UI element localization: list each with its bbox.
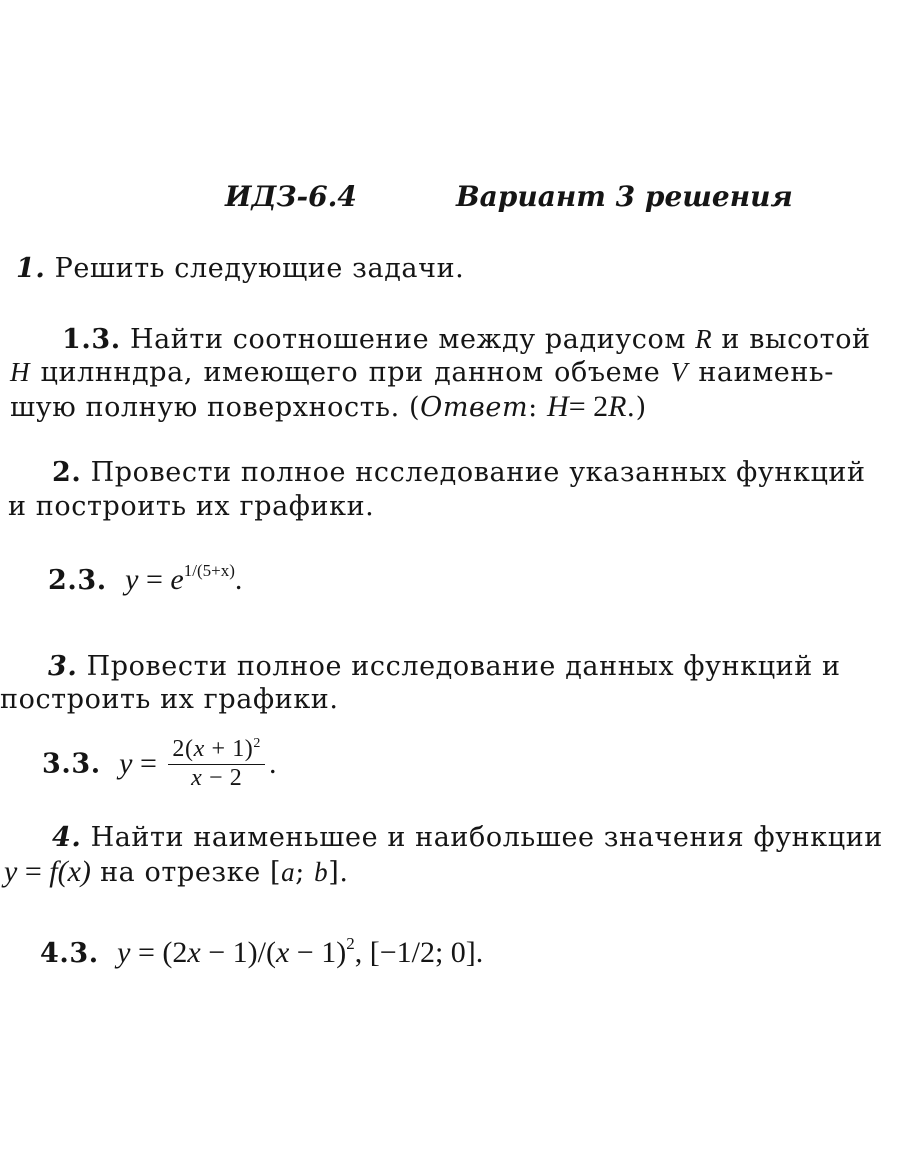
task-4-f: f	[49, 855, 58, 888]
formula-eq: =	[138, 563, 171, 596]
fraction-lhs-y: y	[119, 747, 133, 781]
problem-1-3-line-2	[10, 357, 834, 388]
task-2-number: 2.	[52, 457, 82, 488]
task-4-text-2: на отрезке [	[90, 857, 282, 888]
p43-exp: 2	[346, 934, 355, 953]
task-4-end: ].	[328, 857, 349, 888]
p43-x2: x	[275, 936, 290, 969]
task-1	[16, 253, 464, 284]
p43-interval: , [−1/2; 0].	[354, 936, 484, 969]
task-2-line-2	[8, 491, 374, 522]
task-2-line-1	[52, 457, 866, 488]
task-3-line-2	[0, 684, 339, 715]
num-part-a: 2(	[172, 736, 194, 762]
title-text: ИДЗ-6.4	[225, 180, 357, 213]
problem-3-3	[42, 736, 277, 792]
task-4-text-1: Найти наименьшее и наибольшее значения функции	[90, 822, 883, 853]
answer-eq: = 2	[568, 390, 609, 423]
fraction-numerator	[168, 736, 265, 765]
p43-mid1: − 1)/(	[200, 936, 276, 969]
p43-eq-open: = (2	[130, 936, 188, 969]
num-exponent: 2	[253, 736, 262, 751]
answer-var-r: R	[608, 390, 627, 423]
problem-4-3	[40, 936, 483, 970]
task-4-arg: (x)	[57, 855, 91, 888]
num-part-b: + 1)	[204, 736, 254, 762]
task-3-text-1: Провести полное исследование данных функций и	[86, 651, 841, 682]
problem-1-3-text-d: наимень-	[698, 357, 834, 388]
document-title	[225, 180, 357, 213]
problem-3-3-number: 3.3.	[42, 748, 101, 780]
answer-label: Ответ	[420, 392, 529, 423]
problem-2-3-number: 2.3.	[48, 565, 107, 596]
problem-2-3	[48, 563, 242, 597]
task-4-eq: =	[17, 855, 50, 888]
problem-1-3-number: 1.3.	[62, 324, 121, 355]
fraction	[168, 736, 265, 792]
task-1-number: 1.	[16, 253, 46, 284]
variant-text: Вариант 3 решения	[456, 180, 793, 213]
p43-y: y	[117, 936, 131, 969]
variant-label	[456, 180, 793, 213]
task-4-a: a	[281, 857, 296, 887]
problem-1-3-text-a: Найти соотношение между радиусом	[129, 324, 686, 355]
problem-4-3-formula	[117, 936, 483, 969]
answer-var-h: H	[547, 390, 569, 423]
fraction-eq: =	[132, 747, 165, 781]
den-var-x: x	[191, 764, 203, 791]
variable-h: H	[10, 357, 31, 387]
formula-exponent: 1/(5+x)	[183, 561, 235, 580]
answer-end: .)	[626, 392, 647, 423]
fraction-denominator	[168, 765, 265, 793]
problem-2-3-formula	[125, 563, 242, 596]
task-3-number: 3.	[48, 651, 78, 682]
problem-1-3-text-e: шую полную поверхность. (	[10, 392, 421, 423]
fraction-end: .	[269, 747, 277, 781]
problem-1-3-text-b: и высотой	[721, 324, 871, 355]
problem-1-3-line-1	[62, 324, 871, 355]
task-1-text: Решить следующие задачи.	[54, 253, 465, 284]
answer-colon: :	[528, 392, 538, 423]
p43-x1: x	[187, 936, 201, 969]
task-4-sep: ;	[295, 857, 315, 888]
variable-v: V	[670, 357, 688, 387]
task-4-number: 4.	[52, 822, 82, 853]
problem-4-3-number: 4.3.	[40, 938, 99, 969]
p43-mid2: − 1)	[289, 936, 347, 969]
task-3-line-1	[48, 651, 841, 682]
formula-base-e: e	[170, 563, 184, 596]
task-3-text-2: построить их графики.	[0, 684, 339, 715]
formula-y: y	[125, 563, 139, 596]
formula-end: .	[234, 563, 243, 596]
task-2-text-2: и построить их графики.	[8, 491, 375, 522]
variable-r: R	[695, 324, 713, 354]
problem-1-3-text-c: цилнндра, имеющего при данном объеме	[40, 357, 661, 388]
task-2-text-1: Провести полное нсследование указанных функций	[90, 457, 866, 488]
task-4-b: b	[314, 857, 329, 887]
num-var-x: x	[193, 736, 205, 762]
den-part-b: − 2	[202, 764, 243, 791]
task-4-line-2	[4, 855, 349, 889]
task-4-line-1	[52, 822, 883, 853]
problem-1-3-line-3	[10, 390, 647, 424]
task-4-var-y: y	[4, 855, 18, 888]
